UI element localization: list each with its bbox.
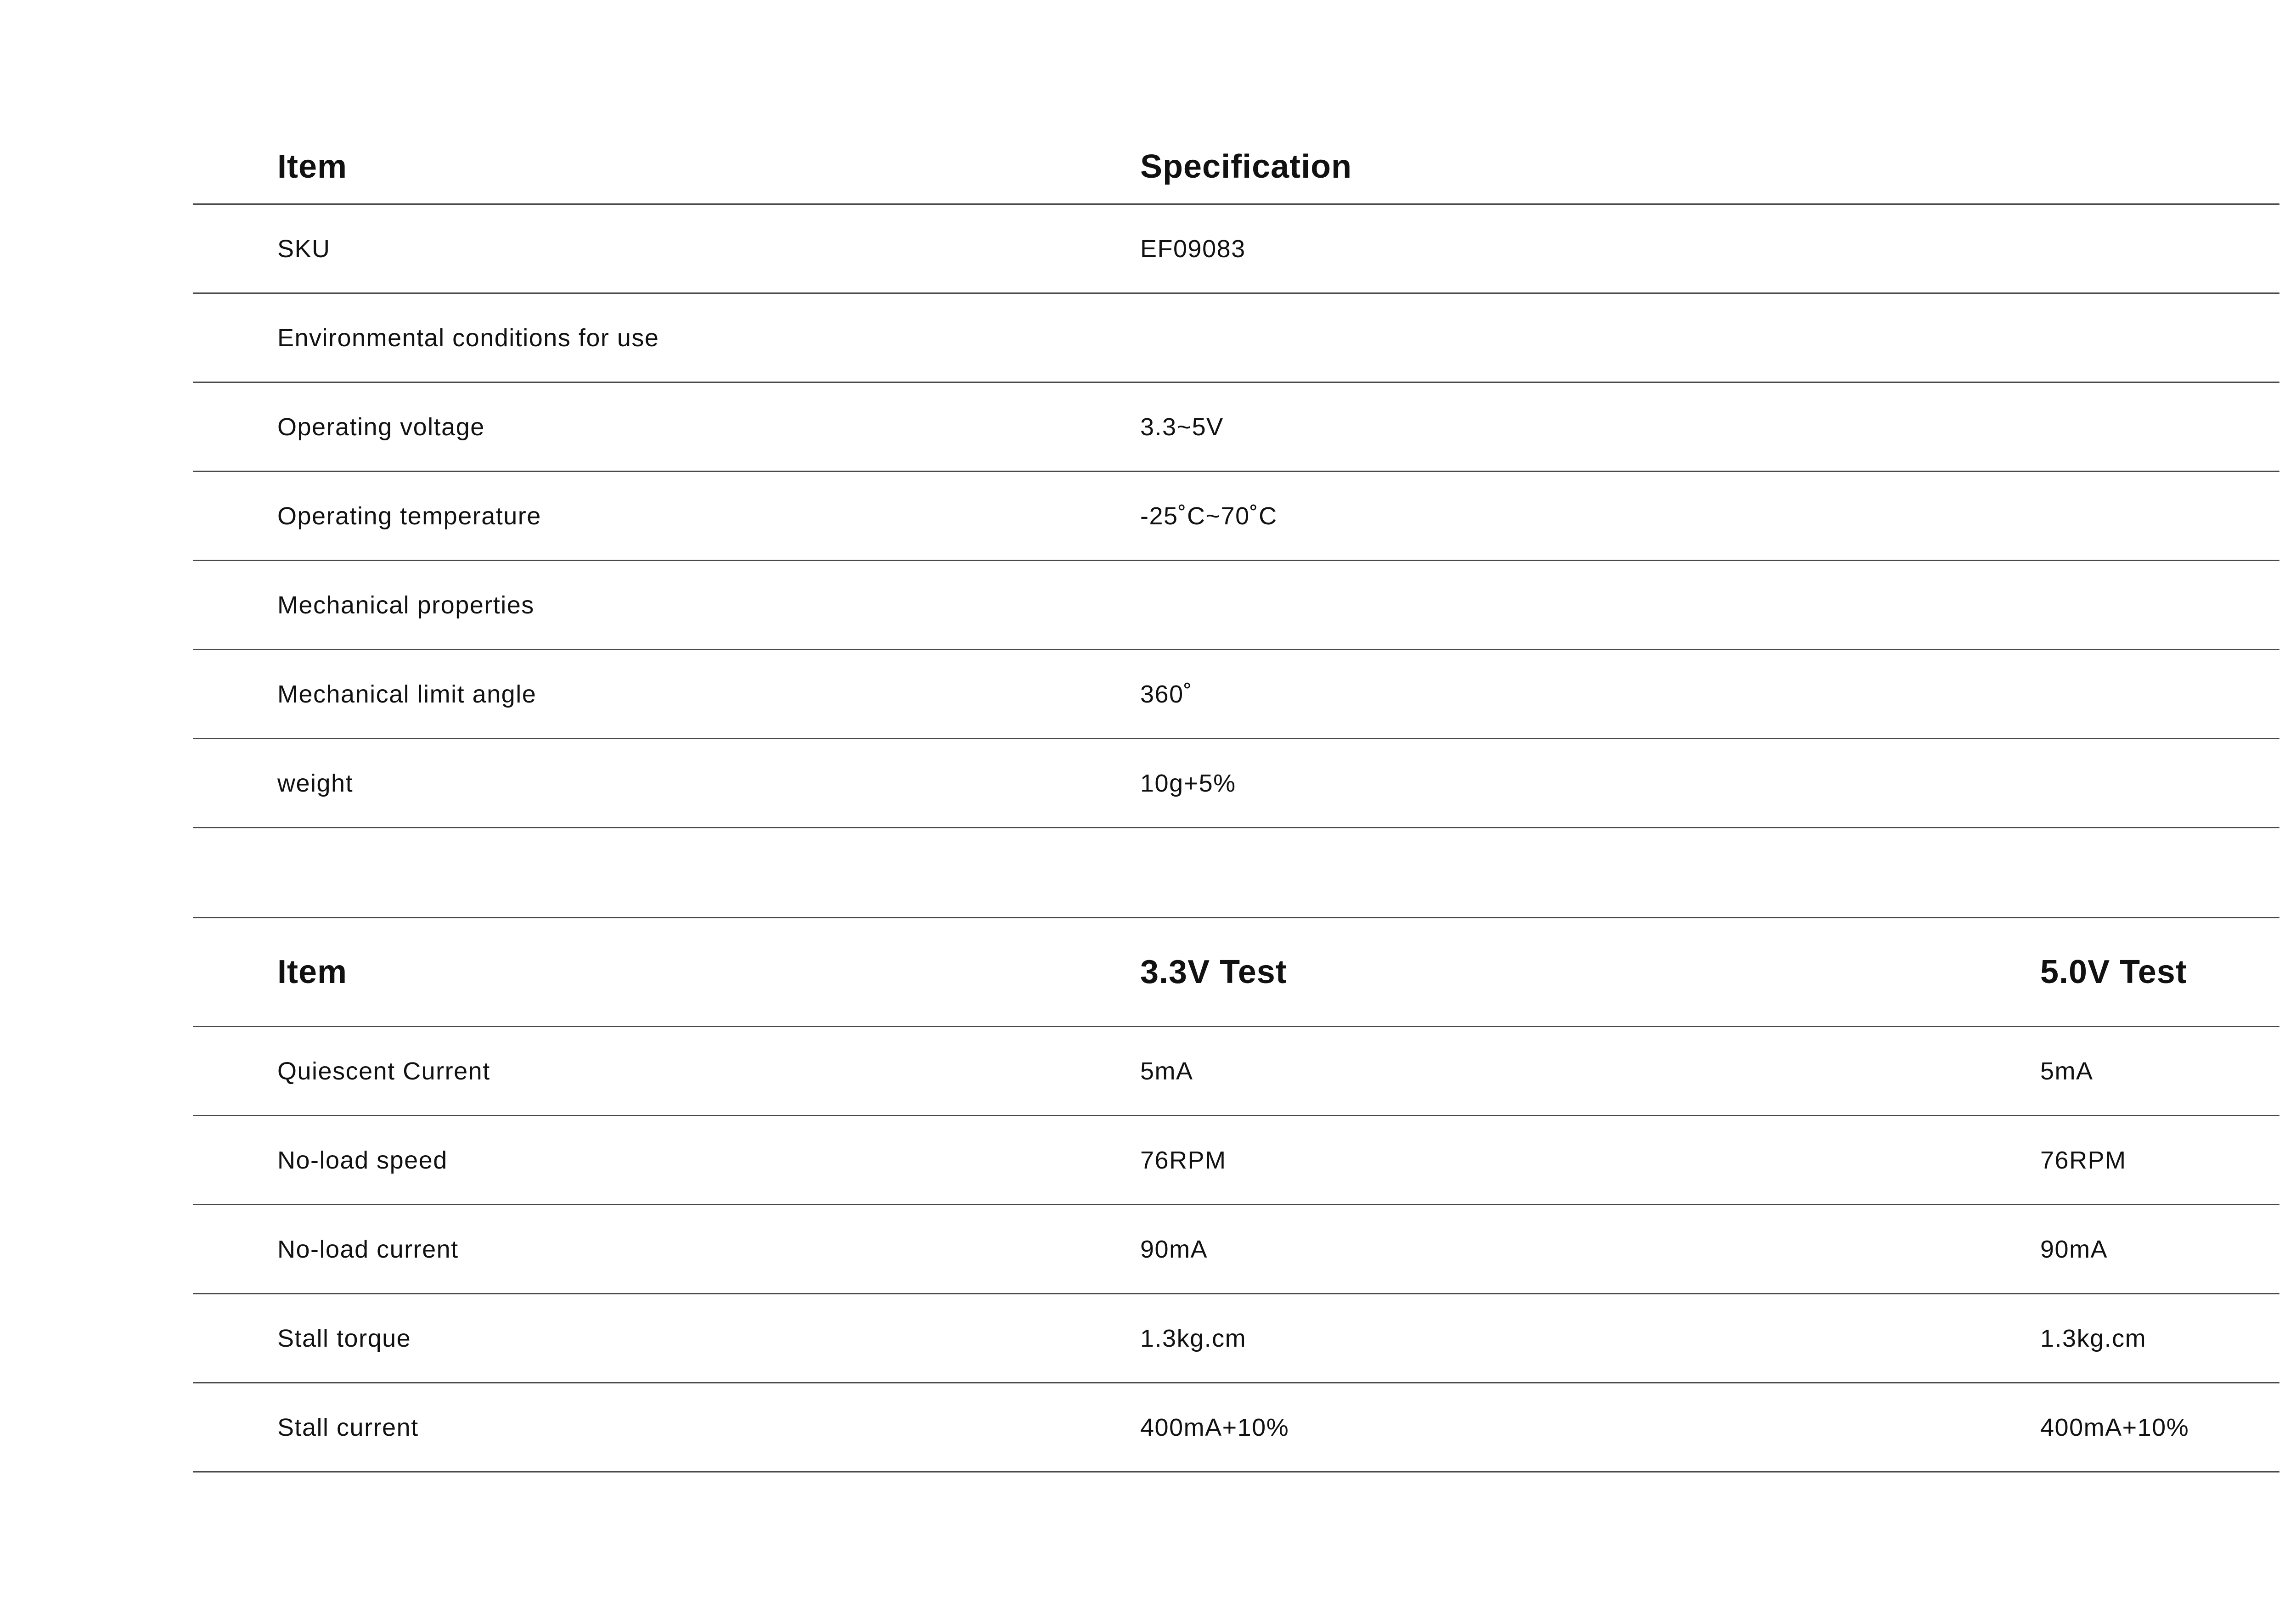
- table-header-row: [193, 115, 2279, 205]
- header-3v3-test: 3.3V Test: [1140, 954, 1287, 990]
- row-value: 10g+5%: [1140, 769, 1236, 797]
- table-row: [193, 561, 2279, 650]
- header-specification: Specification: [1140, 148, 1352, 185]
- row-3v3-value: 90mA: [1140, 1235, 1208, 1263]
- table-row: [193, 1116, 2279, 1205]
- table-row: [193, 739, 2279, 828]
- table-row: [193, 205, 2279, 294]
- row-value: 3.3~5V: [1140, 413, 1224, 441]
- row-value: -25˚C~70˚C: [1140, 502, 1277, 530]
- header-item: Item: [277, 954, 348, 990]
- row-3v3-value: 76RPM: [1140, 1146, 1227, 1174]
- row-item: Mechanical limit angle: [277, 680, 537, 708]
- table-row: [193, 383, 2279, 472]
- row-item: No-load speed: [277, 1146, 448, 1174]
- row-5v0-value: 76RPM: [2040, 1146, 2127, 1174]
- row-item: SKU: [277, 235, 331, 263]
- row-item: weight: [277, 769, 354, 797]
- table-row: [193, 650, 2279, 739]
- row-5v0-value: 1.3kg.cm: [2040, 1324, 2147, 1352]
- row-item: Operating temperature: [277, 502, 541, 530]
- header-5v0-test: 5.0V Test: [2040, 954, 2187, 990]
- row-item: Stall torque: [277, 1324, 411, 1352]
- row-3v3-value: 1.3kg.cm: [1140, 1324, 1247, 1352]
- header-item: Item: [277, 148, 348, 185]
- row-3v3-value: 5mA: [1140, 1057, 1193, 1085]
- table-row: [193, 1027, 2279, 1116]
- table-row: [193, 294, 2279, 383]
- row-item: Operating voltage: [277, 413, 485, 441]
- row-value: 360˚: [1140, 680, 1193, 708]
- table-row: [193, 472, 2279, 561]
- specification-table: [193, 115, 2279, 828]
- row-item: No-load current: [277, 1235, 459, 1263]
- electrical-test-table: [193, 917, 2279, 1472]
- row-5v0-value: 5mA: [2040, 1057, 2093, 1085]
- table-header-row: [193, 918, 2279, 1027]
- row-5v0-value: 90mA: [2040, 1235, 2108, 1263]
- row-item: Stall current: [277, 1413, 419, 1441]
- row-item: Environmental conditions for use: [277, 324, 659, 352]
- table-row: [193, 1205, 2279, 1294]
- row-value: EF09083: [1140, 235, 1246, 263]
- row-3v3-value: 400mA+10%: [1140, 1413, 1289, 1441]
- row-item: Mechanical properties: [277, 591, 535, 619]
- row-5v0-value: 400mA+10%: [2040, 1413, 2189, 1441]
- table-row: [193, 1294, 2279, 1383]
- table-row: [193, 1383, 2279, 1472]
- row-item: Quiescent Current: [277, 1057, 490, 1085]
